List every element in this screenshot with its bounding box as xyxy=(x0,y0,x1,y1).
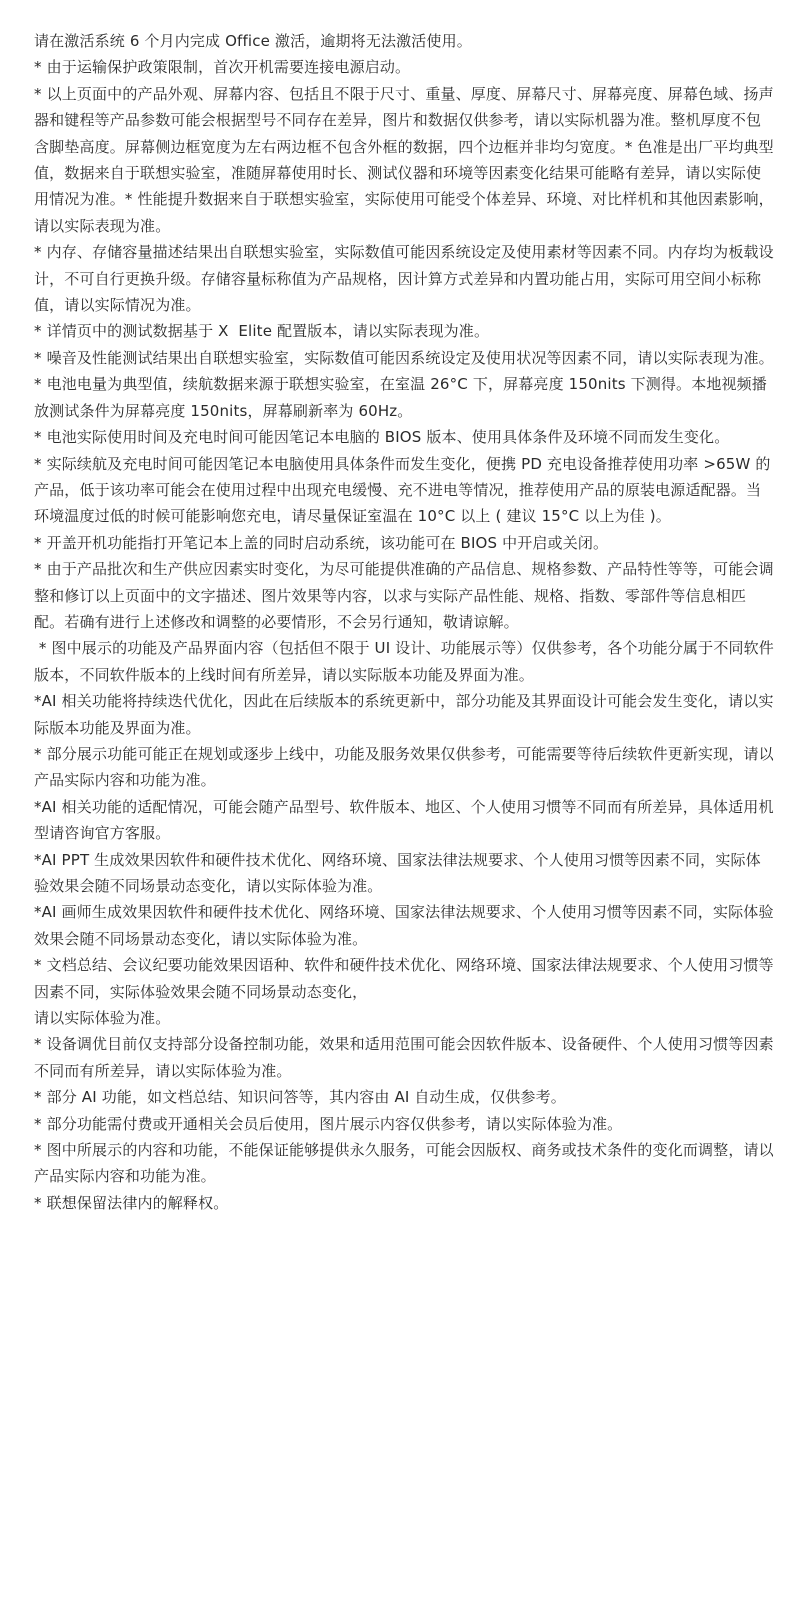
disclaimer-item: * 部分展示功能可能正在规划或逐步上线中，功能及服务效果仅供参考，可能需要等待后续软件更新实现，请以产品实际内容和功能为准。 xyxy=(34,744,774,790)
disclaimer-item: * 部分 AI 功能，如文档总结、知识问答等，其内容由 AI 自动生成，仅供参考。 xyxy=(34,1088,566,1107)
office-activation-note: 请在激活系统 6 个月内完成 Office 激活，逾期将无法激活使用。 xyxy=(34,32,472,50)
disclaimer-item: * 详情页中的测试数据基于 X Elite 配置版本，请以实际表现为准。 xyxy=(34,322,490,341)
disclaimer-item: * 噪音及性能测试结果出自联想实验室，实际数值可能因系统设定及使用状况等因素不同，请以实际表现为准。 xyxy=(34,348,774,367)
disclaimer-item: * 联想保留法律内的解释权。 xyxy=(34,1193,229,1212)
disclaimer-item: * 设备调优目前仅支持部分设备控制功能，效果和适用范围可能会因软件版本、设备硬件、个人使用习惯等因素不同而有所差异，请以实际体验为准。 xyxy=(34,1035,774,1080)
disclaimer-item: 请以实际体验为准。 xyxy=(34,1009,171,1028)
disclaimer-item: * 电池实际使用时间及充电时间可能因笔记本电脑的 BIOS 版本、使用具体条件及环境不同而发生变化。 xyxy=(34,428,730,447)
disclaimer-item: * 文档总结、会议纪要功能效果因语种、软件和硬件技术优化、网络环境、国家法律法规要求、个人使用习惯等因素不同，实际体验效果会随不同场景动态变化， xyxy=(34,956,774,1001)
disclaimer-item: *AI 画师生成效果因软件和硬件技术优化、网络环境、国家法律法规要求、个人使用习惯等因素不同，实际体验效果会随不同场景动态变化，请以实际体验为准。 xyxy=(34,903,774,948)
disclaimer-item: * 图中所展示的内容和功能，不能保证能够提供永久服务，可能会因版权、商务或技术条件的变化而调整，请以产品实际内容和功能为准。 xyxy=(34,1141,774,1186)
disclaimer-item: *AI 相关功能的适配情况，可能会随产品型号、软件版本、地区、个人使用习惯等不同而有所差异，具体适用机型请咨询官方客服。 xyxy=(34,797,774,843)
disclaimer-item: * 开盖开机功能指打开笔记本上盖的同时启动系统，该功能可在 BIOS 中开启或关闭。 xyxy=(34,533,609,552)
disclaimer-item: * 实际续航及充电时间可能因笔记本电脑使用具体条件而发生变化，便携 PD 充电设备推荐使用功率 >65W 的产品，低于该功率可能会在使用过程中出现充电缓慢、充不进电等情况，推荐使用产品的原装电源适配器。当环境温度过低的时候可能影响您充电，请尽量保证室温在 10°C 以上 ( 建议 15°C 以上为佳 )。 xyxy=(34,454,771,526)
disclaimer-item: * 图中展示的功能及产品界面内容（包括但不限于 UI 设计、功能展示等）仅供参考，各个功能分属于不同软件版本，不同软件版本的上线时间有所差异，请以实际版本功能及界面为准。 xyxy=(34,639,774,684)
disclaimer-item: * 由于产品批次和生产供应因素实时变化，为尽可能提供准确的产品信息、规格参数、产品特性等等，可能会调整和修订以上页面中的文字描述、图片效果等内容，以求与实际产品性能、规格、指数、零部件等信息相匹配。若确有进行上述修改和调整的必要情形，不会另行通知，敬请谅解。 xyxy=(34,560,774,631)
disclaimer-item: *AI PPT 生成效果因软件和硬件技术优化、网络环境、国家法律法规要求、个人使用习惯等因素不同，实际体验效果会随不同场景动态变化，请以实际体验为准。 xyxy=(34,850,761,895)
disclaimer-item: * 内存、存储容量描述结果出自联想实验室，实际数值可能因系统设定及使用素材等因素不同。内存均为板载设计，不可自行更换升级。存储容量标称值为产品规格，因计算方式差异和内置功能占用，实际可用空间小标称值，请以实际情况为准。 xyxy=(34,243,774,315)
disclaimer-item: * 由于运输保护政策限制，首次开机需要连接电源启动。 xyxy=(34,58,411,77)
disclaimer-notes xyxy=(34,0,774,1216)
disclaimer-item: * 以上页面中的产品外观、屏幕内容、包括且不限于尺寸、重量、厚度、屏幕尺寸、屏幕亮度、屏幕色域、扬声器和键程等产品参数可能会根据型号不同存在差异，图片和数据仅供参考，请以实际机器为准。整机厚度不包含脚垫高度。屏幕侧边框宽度为左右两边框不包含外框的数据，四个边框并非均匀宽度。* 色准是出厂平均典型值，数据来自于联想实验室，准随屏幕使用时长、测试仪器和环境等因素变化结果可能略有差异，请以实际使用情况为准。* 性能提升数据来自于联想实验室，实际使用可能受个体差异、环境、对比样机和其他因素影响，请以实际表现为准。 xyxy=(34,84,774,235)
disclaimer-item: * 电池电量为典型值，续航数据来源于联想实验室，在室温 26°C 下，屏幕亮度 150nits 下测得。本地视频播放测试条件为屏幕亮度 150nits，屏幕刷新率为 60Hz。 xyxy=(34,375,767,420)
disclaimer-item: *AI 相关功能将持续迭代优化，因此在后续版本的系统更新中，部分功能及其界面设计可能会发生变化，请以实际版本功能及界面为准。 xyxy=(34,692,774,737)
disclaimer-item: * 部分功能需付费或开通相关会员后使用，图片展示内容仅供参考，请以实际体验为准。 xyxy=(34,1114,623,1133)
